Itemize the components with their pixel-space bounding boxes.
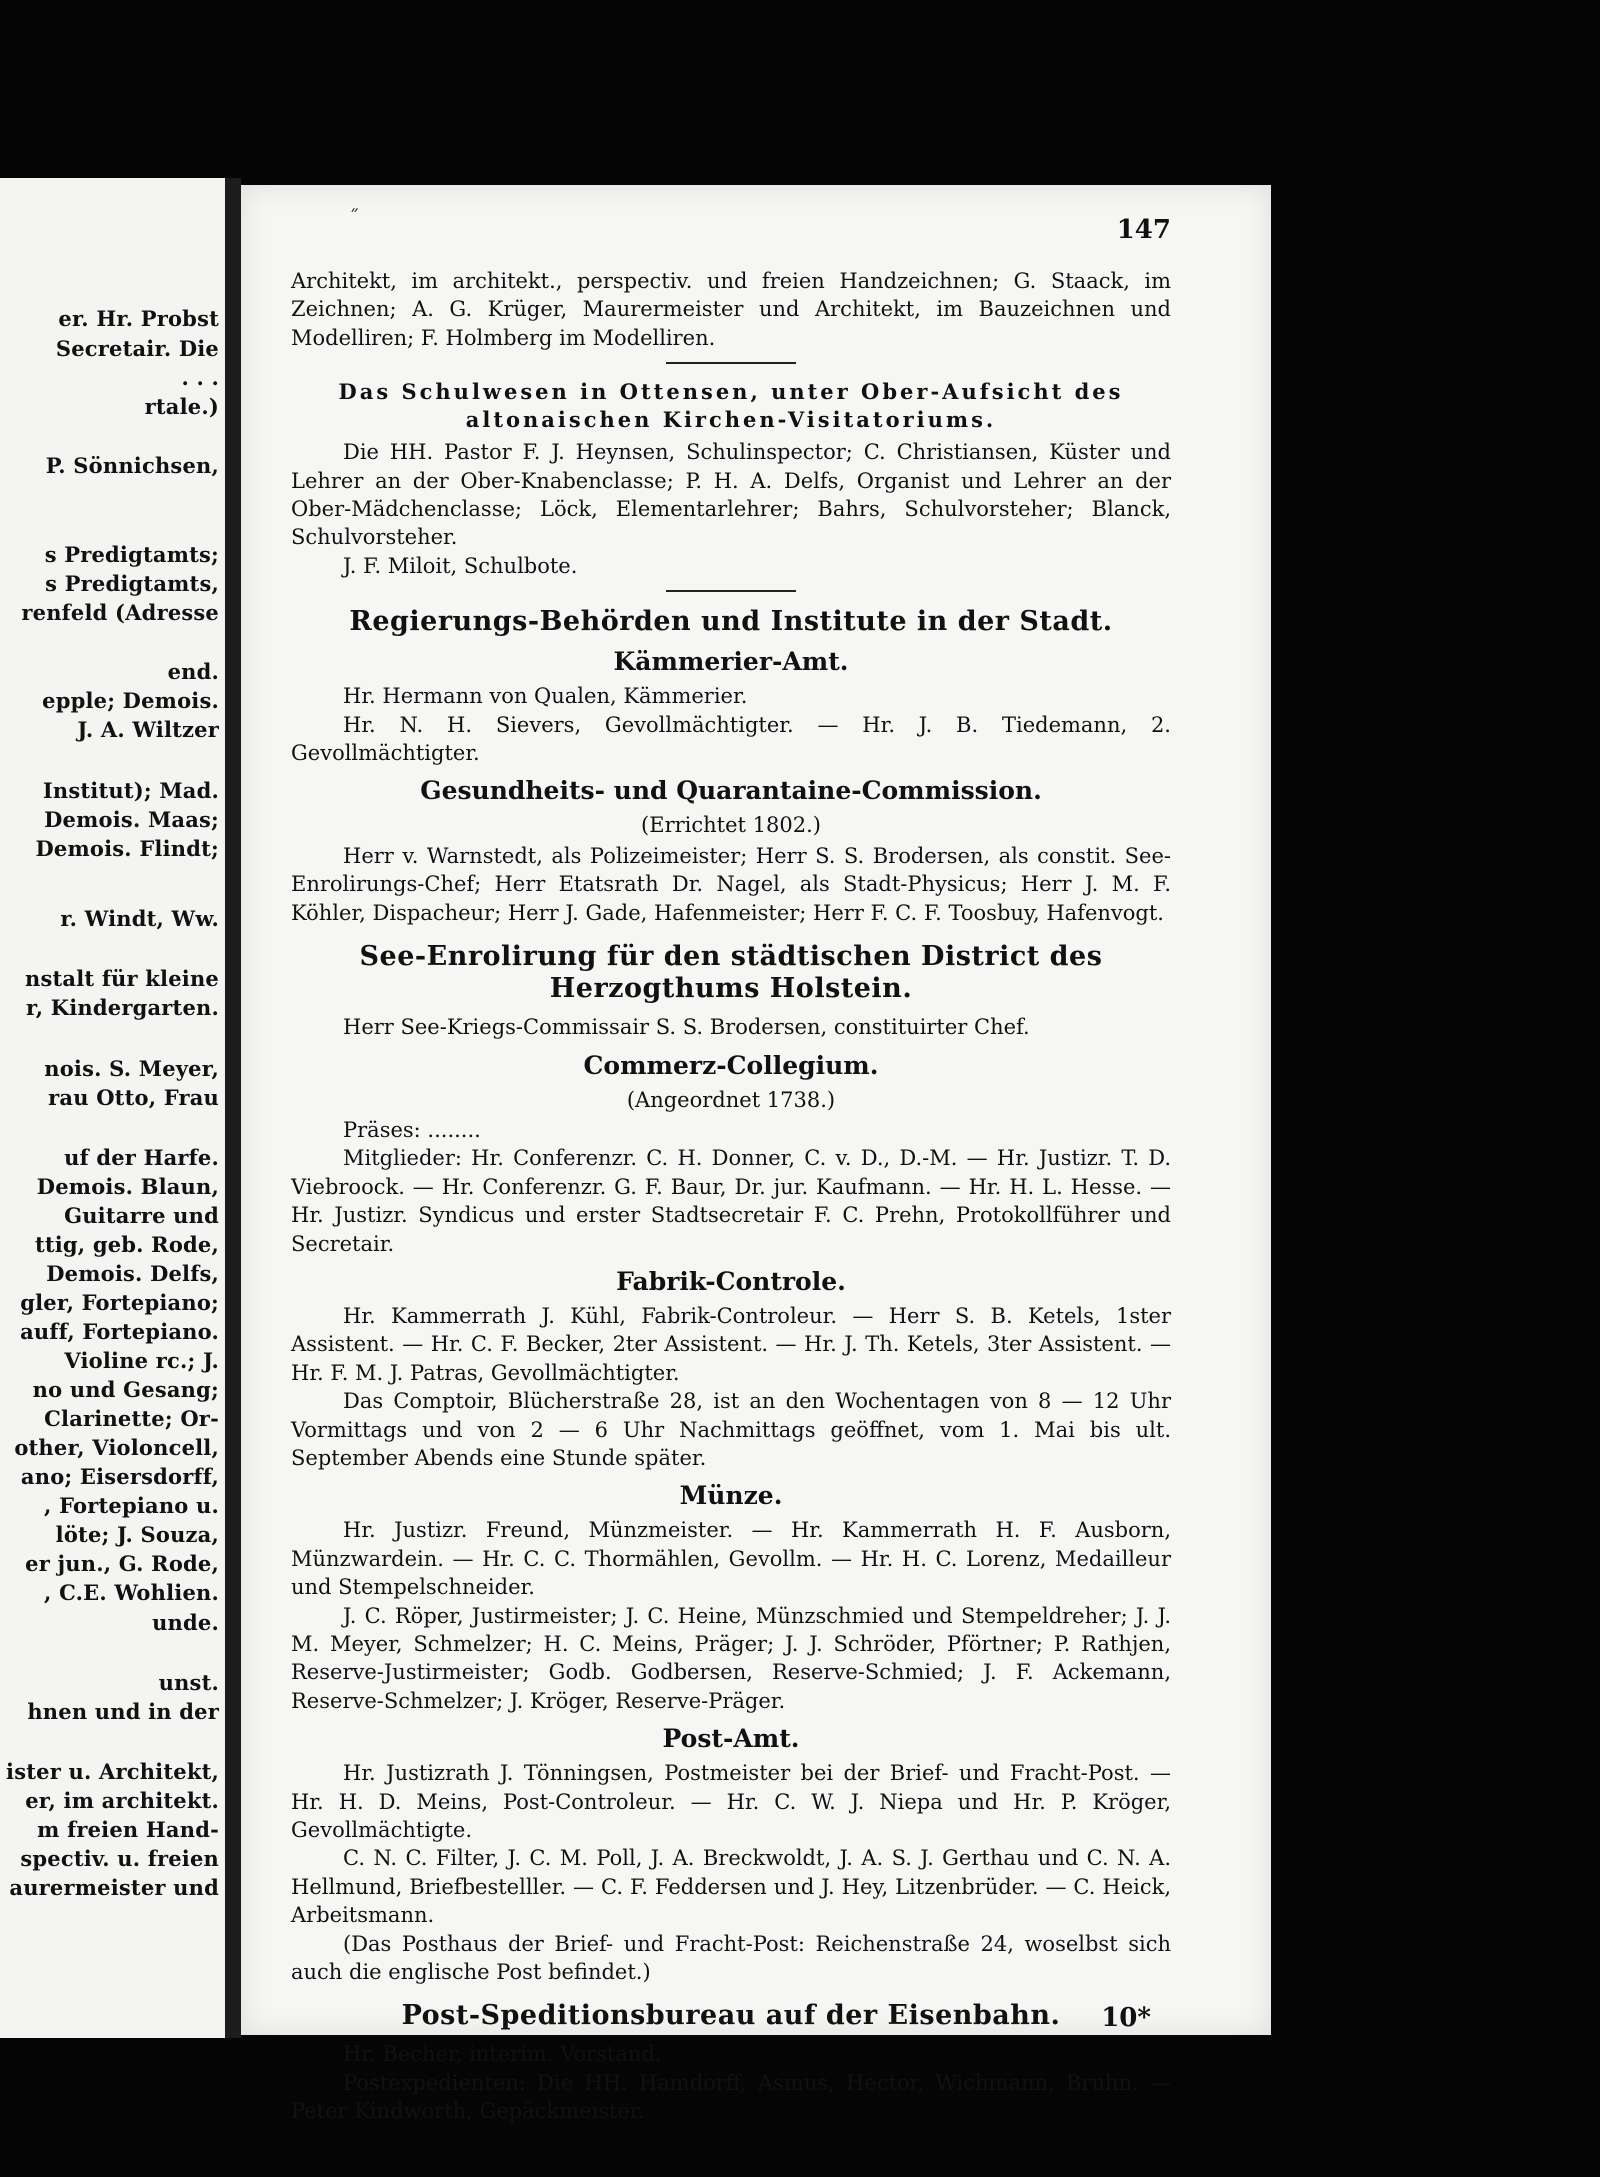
subsection-heading: Post-Amt. [662, 1724, 800, 1754]
left-page-line: r, Kindergarten. [26, 995, 219, 1020]
left-page-line: Clarinette; Or- [44, 1406, 219, 1431]
founding-date: (Angeordnet 1738.) [626, 1087, 836, 1112]
subsection-heading: Münze. [679, 1481, 783, 1511]
left-page-line: Demois. Maas; [44, 807, 219, 832]
left-page-line: nois. S. Meyer, [44, 1056, 219, 1081]
left-page-line: rtale.) [144, 394, 219, 419]
body-paragraph: Präses: ........ [343, 1117, 481, 1142]
left-page-line: er, im architekt. [25, 1788, 219, 1813]
body-paragraph: (Das Posthaus der Brief- und Fracht-Post: Reichenstraße 24, woselbst sich auch die englische Post befindet.) [291, 1931, 1171, 1985]
body-paragraph: J. F. Miloit, Schulbote. [343, 553, 578, 578]
left-page-line: hnen und in der [27, 1699, 219, 1724]
body-paragraph: Hr. Kammerrath J. Kühl, Fabrik-Controleur. — Herr S. B. Ketels, 1ster Assistent. — Hr. C. F. Becker, 2ter Assistent. — Hr. J. Th. Ketels, 3ter Assistent. — Hr. F. M. J. Patras, Gevollmächtigter. [291, 1303, 1171, 1385]
subsection-heading: Kämmerier-Amt. [613, 647, 849, 677]
left-page-fragment [0, 178, 227, 2038]
left-page-line: spectiv. u. freien [20, 1846, 219, 1871]
subsection-heading: Commerz-Collegium. [583, 1050, 879, 1080]
left-page-line: no und Gesang; [32, 1377, 219, 1402]
body-paragraph: C. N. C. Filter, J. C. M. Poll, J. A. Breckwoldt, J. A. S. J. Gerthau und C. N. A. Hellmund, Briefbestelller. — C. F. Feddersen und J. Hey, Litzenbrüder. — C. Heick, Arbeitsmann. [291, 1846, 1171, 1928]
left-page-line: aurermeister und [9, 1875, 219, 1900]
left-page-line: ister u. Architekt, [6, 1759, 219, 1784]
left-page-line: , C.E. Wohlien. [44, 1580, 219, 1605]
body-paragraph: Hr. N. H. Sievers, Gevollmächtigter. — Hr. J. B. Tiedemann, 2. Gevollmächtigter. [291, 712, 1171, 766]
left-page-line: epple; Demois. [42, 688, 219, 713]
book-gutter [225, 178, 241, 2038]
body-paragraph: Mitglieder: Hr. Conferenzr. C. H. Donner, C. v. D., D.-M. — Hr. Justizr. T. D. Viebroock. — Hr. Conferenzr. G. F. Baur, Dr. jur. Kaufmann. — Hr. H. L. Hesse. — Hr. Justizr. Syndicus und erster Stadtsecretair F. C. Prehn, Protokollführer und Secretair. [291, 1146, 1171, 1256]
body-paragraph: Hr. Justizrath J. Tönningsen, Postmeister bei der Brief- und Fracht-Post. — Hr. H. D. Meins, Post-Controleur. — Hr. C. W. J. Niepa und Hr. P. Kröger, Gevollmächtigte. [291, 1761, 1171, 1843]
left-page-line: s Predigtamts; [44, 542, 219, 567]
subsection-heading: Gesundheits- und Quarantaine-Commission. [420, 776, 1042, 806]
body-paragraph: Hr. Becher, interim. Vorstand. [343, 2042, 662, 2067]
left-page-line: Institut); Mad. [42, 778, 219, 803]
body-paragraph: Herr v. Warnstedt, als Polizeimeister; Herr S. S. Brodersen, als constit. See-Enrolirungs-Chef; Herr Etatsrath Dr. Nagel, als Stadt-Physicus; Herr J. M. F. Köhler, Dispacheur; Herr J. Gade, Hafenmeister; Herr F. C. F. Toosbuy, Hafenvogt. [291, 843, 1171, 925]
left-page-line: rau Otto, Frau [48, 1085, 219, 1110]
left-page-line: . . . [181, 365, 219, 390]
section-divider [666, 362, 796, 364]
left-page-line: J. A. Wiltzer [77, 717, 219, 742]
left-page-line: Secretair. Die [55, 336, 219, 361]
body-paragraph: Die HH. Pastor F. J. Heynsen, Schulinspector; C. Christiansen, Küster und Lehrer an der Ober-Knabenclasse; P. H. A. Delfs, Organist und Lehrer an der Ober-Mädchenclasse; Löck, Elementarlehrer; Bahrs, Schulvorsteher; Blanck, Schulvorsteher. [291, 440, 1171, 550]
left-page-line: P. Sönnichsen, [45, 453, 219, 478]
left-page-line: unst. [158, 1670, 219, 1695]
section-divider [666, 590, 796, 592]
left-page-line: auff, Fortepiano. [20, 1319, 219, 1344]
signature-mark: 10* [1101, 2003, 1151, 2033]
body-paragraph: Hr. Hermann von Qualen, Kämmerier. [343, 684, 748, 709]
left-page-line: r. Windt, Ww. [60, 906, 219, 931]
right-page [241, 185, 1271, 2124]
page-content [291, 267, 1171, 2126]
left-page-line: er jun., G. Rode, [25, 1551, 219, 1576]
body-paragraph: J. C. Röper, Justirmeister; J. C. Heine, Münzschmied und Stempeldreher; J. J. M. Meyer, Schmelzer; H. C. Meins, Präger; J. J. Schröder, Pförtner; P. Rathjen, Reserve-Justirmeister; Godb. Godbersen, Reserve-Schmied; J. F. Ackemann, Reserve-Schmelzer; J. Kröger, Reserve-Präger. [291, 1603, 1171, 1713]
left-page-line: unde. [152, 1610, 219, 1635]
left-page-line: other, Violoncell, [14, 1435, 219, 1460]
body-paragraph: Das Comptoir, Blücherstraße 28, ist an den Wochentagen von 8 — 12 Uhr Vormittags und von 2 — 6 Uhr Nachmittags geöffnet, vom 1. Mai bis ult. September Abends eine Stunde später. [291, 1389, 1171, 1470]
left-page-line: er. Hr. Probst [58, 306, 219, 331]
left-page-line: end. [167, 659, 219, 684]
left-page-line: m freien Hand- [37, 1817, 219, 1842]
left-page-line: Demois. Blaun, [36, 1174, 219, 1199]
left-page-line: , Fortepiano u. [44, 1493, 219, 1518]
body-paragraph: Architekt, im architekt., perspectiv. und freien Handzeichnen; G. Staack, im Zeichnen; A. G. Krüger, Maurermeister und Architekt, im Bauzeichnen und Modelliren; F. Holmberg im Modelliren. [291, 269, 1171, 350]
section-heading: Post-Speditionsbureau auf der Eisenbahn. [401, 2000, 1061, 2032]
section-heading: Regierungs-Behörden und Institute in der Stadt. [349, 606, 1113, 638]
left-page-line: ttig, geb. Rode, [34, 1232, 219, 1257]
founding-date: (Errichtet 1802.) [641, 813, 821, 838]
left-page-line: gler, Fortepiano; [20, 1290, 219, 1315]
left-page-line: ano; Eisersdorff, [20, 1464, 219, 1489]
section-heading: See-Enrolirung für den städtischen District des Herzogthums Holstein. [359, 941, 1103, 1005]
left-page-line: uf der Harfe. [64, 1145, 219, 1170]
left-page-line: Guitarre und [64, 1203, 219, 1228]
subsection-heading: Fabrik-Controle. [616, 1266, 846, 1296]
left-page-line: löte; J. Souza, [55, 1522, 219, 1547]
body-paragraph: Herr See-Kriegs-Commissair S. S. Brodersen, constituirter Chef. [343, 1015, 1030, 1040]
left-page-line: Demois. Flindt; [35, 836, 219, 861]
ink-speck: ˝ [349, 205, 359, 229]
left-page-line: Demois. Delfs, [46, 1261, 219, 1286]
body-paragraph: Hr. Justizr. Freund, Münzmeister. — Hr. Kammerrath H. F. Ausborn, Münzwardein. — Hr. C. C. Thormählen, Gevollm. — Hr. H. C. Lorenz, Medailleur und Stempelschneider. [291, 1518, 1171, 1600]
left-page-line: s Predigtamts, [45, 571, 219, 596]
school-heading: Das Schulwesen in Ottensen, unter Ober-Aufsicht des altonaischen Kirchen-Visitatoriums. [338, 379, 1124, 433]
left-page-line: nstalt für kleine [25, 966, 219, 991]
body-paragraph: Postexpedienten: Die HH. Hamdorff, Asmus, Hector, Wichmann, Bruhn. — Peter Kindworth, Gepäckmeister. [291, 2070, 1171, 2124]
left-page-line: Violine rc.; J. [64, 1348, 219, 1373]
page-number: 147 [1116, 215, 1171, 245]
left-page-line: renfeld (Adresse [21, 600, 219, 625]
